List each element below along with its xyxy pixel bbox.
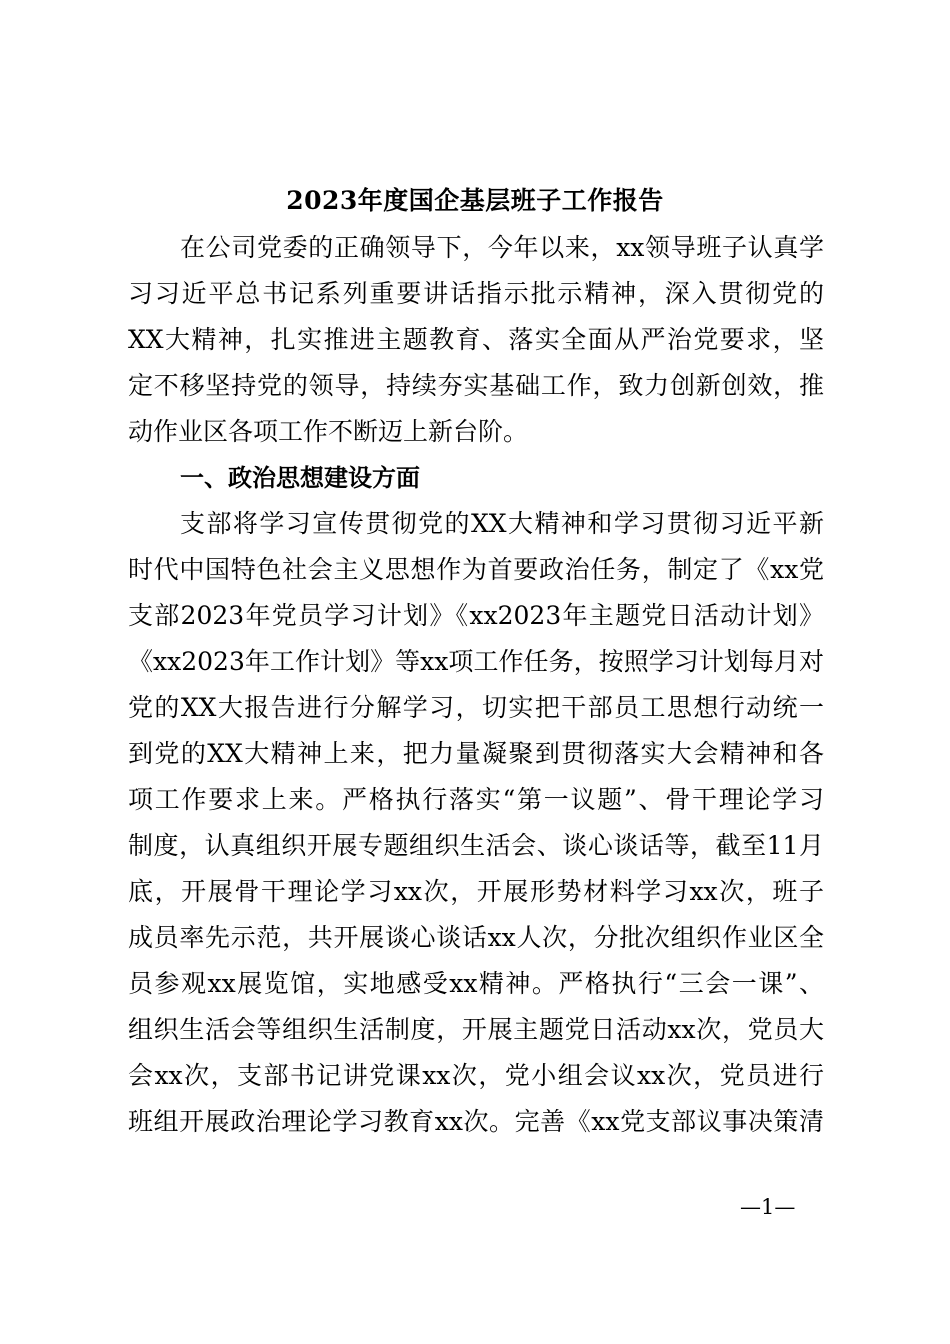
intro-paragraph-line: 动作业区各项工作不断迈上新台阶。 bbox=[128, 417, 529, 446]
section-paragraph-line: 时代中国特色社会主义思想作为首要政治任务，制定了《xx党 bbox=[128, 555, 824, 584]
section-paragraph-line: 班组开展政治理论学习教育xx次。完善《xx党支部议事决策清 bbox=[128, 1107, 824, 1136]
section-paragraph-line: 制度，认真组织开展专题组织生活会、谈心谈话等，截至11月 bbox=[128, 831, 824, 860]
section-paragraph-line: 《xx2023年工作计划》等xx项工作任务，按照学习计划每月对 bbox=[128, 647, 824, 676]
section-paragraph-line: 党的XX大报告进行分解学习，切实把干部员工思想行动统一 bbox=[128, 693, 824, 722]
section-paragraph-line: 支部2023年党员学习计划》《xx2023年主题党日活动计划》 bbox=[128, 601, 824, 630]
section-paragraph-line: 底，开展骨干理论学习xx次，开展形势材料学习xx次，班子 bbox=[128, 877, 824, 906]
section-paragraph-line: 到党的XX大精神上来，把力量凝聚到贯彻落实大会精神和各 bbox=[128, 739, 824, 768]
section-heading: 一、政治思想建设方面 bbox=[180, 464, 420, 492]
section-paragraph-line: 项工作要求上来。严格执行落实“第一议题”、骨干理论学习 bbox=[128, 785, 824, 814]
page-number: —1— bbox=[740, 1195, 796, 1219]
section-paragraph-line: 成员率先示范，共开展谈心谈话xx人次，分批次组织作业区全 bbox=[128, 923, 824, 952]
intro-paragraph-line: 习习近平总书记系列重要讲话指示批示精神，深入贯彻党的 bbox=[128, 279, 824, 308]
document-title: 2023年度国企基层班子工作报告 bbox=[286, 186, 664, 215]
intro-paragraph-line: 在公司党委的正确领导下，今年以来，xx领导班子认真学 bbox=[180, 233, 824, 262]
section-paragraph-line: 支部将学习宣传贯彻党的XX大精神和学习贯彻习近平新 bbox=[180, 509, 824, 538]
intro-paragraph-line: XX大精神，扎实推进主题教育、落实全面从严治党要求，坚 bbox=[128, 325, 824, 354]
intro-paragraph-line: 定不移坚持党的领导，持续夯实基础工作，致力创新创效，推 bbox=[128, 371, 824, 400]
section-paragraph-line: 组织生活会等组织生活制度，开展主题党日活动xx次，党员大 bbox=[128, 1015, 824, 1044]
section-paragraph-line: 员参观xx展览馆，实地感受xx精神。严格执行“三会一课”、 bbox=[128, 969, 824, 998]
section-paragraph-line: 会xx次，支部书记讲党课xx次，党小组会议xx次，党员进行 bbox=[128, 1061, 824, 1090]
